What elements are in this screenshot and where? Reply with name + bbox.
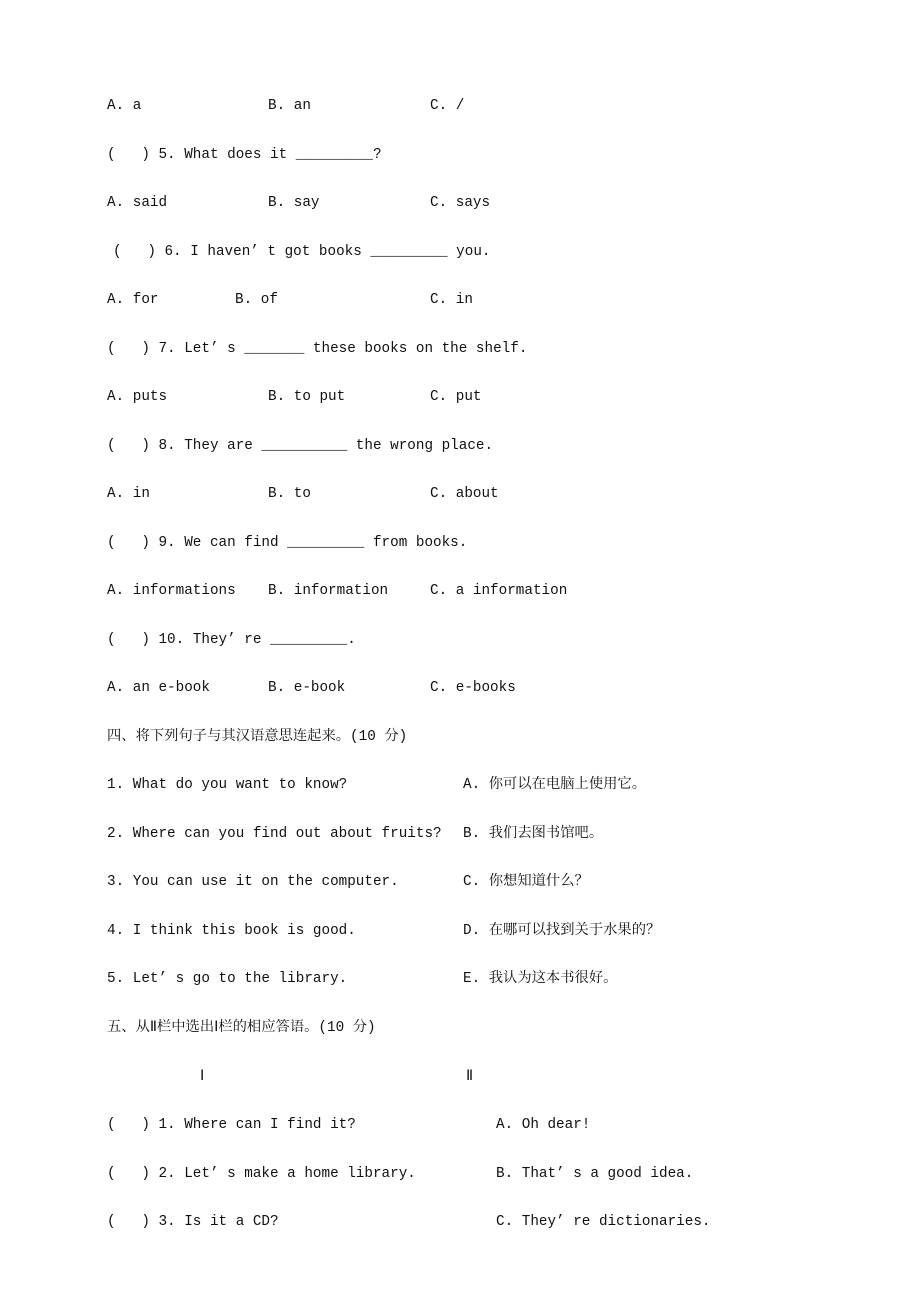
question: ( ) 3. Is it a CD? <box>107 1214 279 1230</box>
option-c: C. a information <box>430 583 568 599</box>
option-b: B. an <box>268 98 311 114</box>
match-row <box>0 775 920 795</box>
q10-options <box>0 678 920 698</box>
option-a: A. informations <box>107 583 236 599</box>
option-a: A. a <box>107 98 142 114</box>
question-stem: ( ) 8. They are __________ the wrong place. <box>107 438 494 454</box>
q4-options <box>0 96 920 116</box>
chinese-meaning: A. 你可以在电脑上使用它。 <box>463 777 647 793</box>
option-a: A. in <box>107 486 150 502</box>
option-c: C. / <box>430 98 465 114</box>
response-row <box>0 1212 920 1232</box>
q7-options <box>0 387 920 407</box>
option-a: A. an e-book <box>107 680 210 696</box>
section-4-title <box>0 727 920 747</box>
q9-options <box>0 581 920 601</box>
response-row <box>0 1115 920 1135</box>
response-row <box>0 1164 920 1184</box>
response: B. That’ s a good idea. <box>496 1166 694 1182</box>
question: ( ) 2. Let’ s make a home library. <box>107 1166 416 1182</box>
option-b: B. e-book <box>268 680 346 696</box>
q6-options <box>0 290 920 310</box>
option-c: C. e-books <box>430 680 516 696</box>
chinese-meaning: D. 在哪可以找到关于水果的？ <box>463 923 661 939</box>
option-c: C. put <box>430 389 482 405</box>
chinese-meaning: E. 我认为这本书很好。 <box>463 971 618 987</box>
option-b: B. to <box>268 486 311 502</box>
question-8 <box>0 436 920 456</box>
option-b: B. information <box>268 583 389 599</box>
option-c: C. in <box>430 292 473 308</box>
question-7 <box>0 339 920 359</box>
english-sentence: 5. Let’ s go to the library. <box>107 971 348 987</box>
match-row <box>0 969 920 989</box>
question-5 <box>0 145 920 165</box>
option-a: A. said <box>107 195 168 211</box>
option-b: B. of <box>235 292 278 308</box>
chinese-meaning: B. 我们去图书馆吧。 <box>463 826 604 842</box>
chinese-meaning: C. 你想知道什么？ <box>463 874 589 890</box>
option-a: A. puts <box>107 389 168 405</box>
match-row <box>0 872 920 892</box>
option-b: B. to put <box>268 389 346 405</box>
section-heading: 四、将下列句子与其汉语意思连起来。(10 分) <box>107 729 408 745</box>
question-9 <box>0 533 920 553</box>
q8-options <box>0 484 920 504</box>
english-sentence: 2. Where can you find out about fruits? <box>107 826 442 842</box>
english-sentence: 4. I think this book is good. <box>107 923 356 939</box>
column-header-1: Ⅰ <box>200 1069 205 1085</box>
section-5-title <box>0 1018 920 1038</box>
option-c: C. says <box>430 195 491 211</box>
column-headers <box>0 1067 920 1087</box>
question-stem: ( ) 9. We can find _________ from books. <box>107 535 468 551</box>
option-a: A. for <box>107 292 159 308</box>
question: ( ) 1. Where can I find it? <box>107 1117 356 1133</box>
question-6 <box>0 242 920 262</box>
question-10 <box>0 630 920 650</box>
response: A. Oh dear! <box>496 1117 591 1133</box>
q5-options <box>0 193 920 213</box>
question-stem: ( ) 7. Let’ s _______ these books on the shelf. <box>107 341 528 357</box>
match-row <box>0 824 920 844</box>
match-row <box>0 921 920 941</box>
question-stem: ( ) 5. What does it _________? <box>107 147 382 163</box>
section-heading: 五、从Ⅱ栏中选出Ⅰ栏的相应答语。(10 分) <box>107 1020 376 1036</box>
english-sentence: 1. What do you want to know? <box>107 777 348 793</box>
question-stem: ( ) 10. They’ re _________. <box>107 632 356 648</box>
option-c: C. about <box>430 486 499 502</box>
english-sentence: 3. You can use it on the computer. <box>107 874 399 890</box>
option-b: B. say <box>268 195 320 211</box>
question-stem: ( ) 6. I haven’ t got books _________ you. <box>113 244 491 260</box>
column-header-2: Ⅱ <box>466 1069 474 1085</box>
response: C. They’ re dictionaries. <box>496 1214 711 1230</box>
